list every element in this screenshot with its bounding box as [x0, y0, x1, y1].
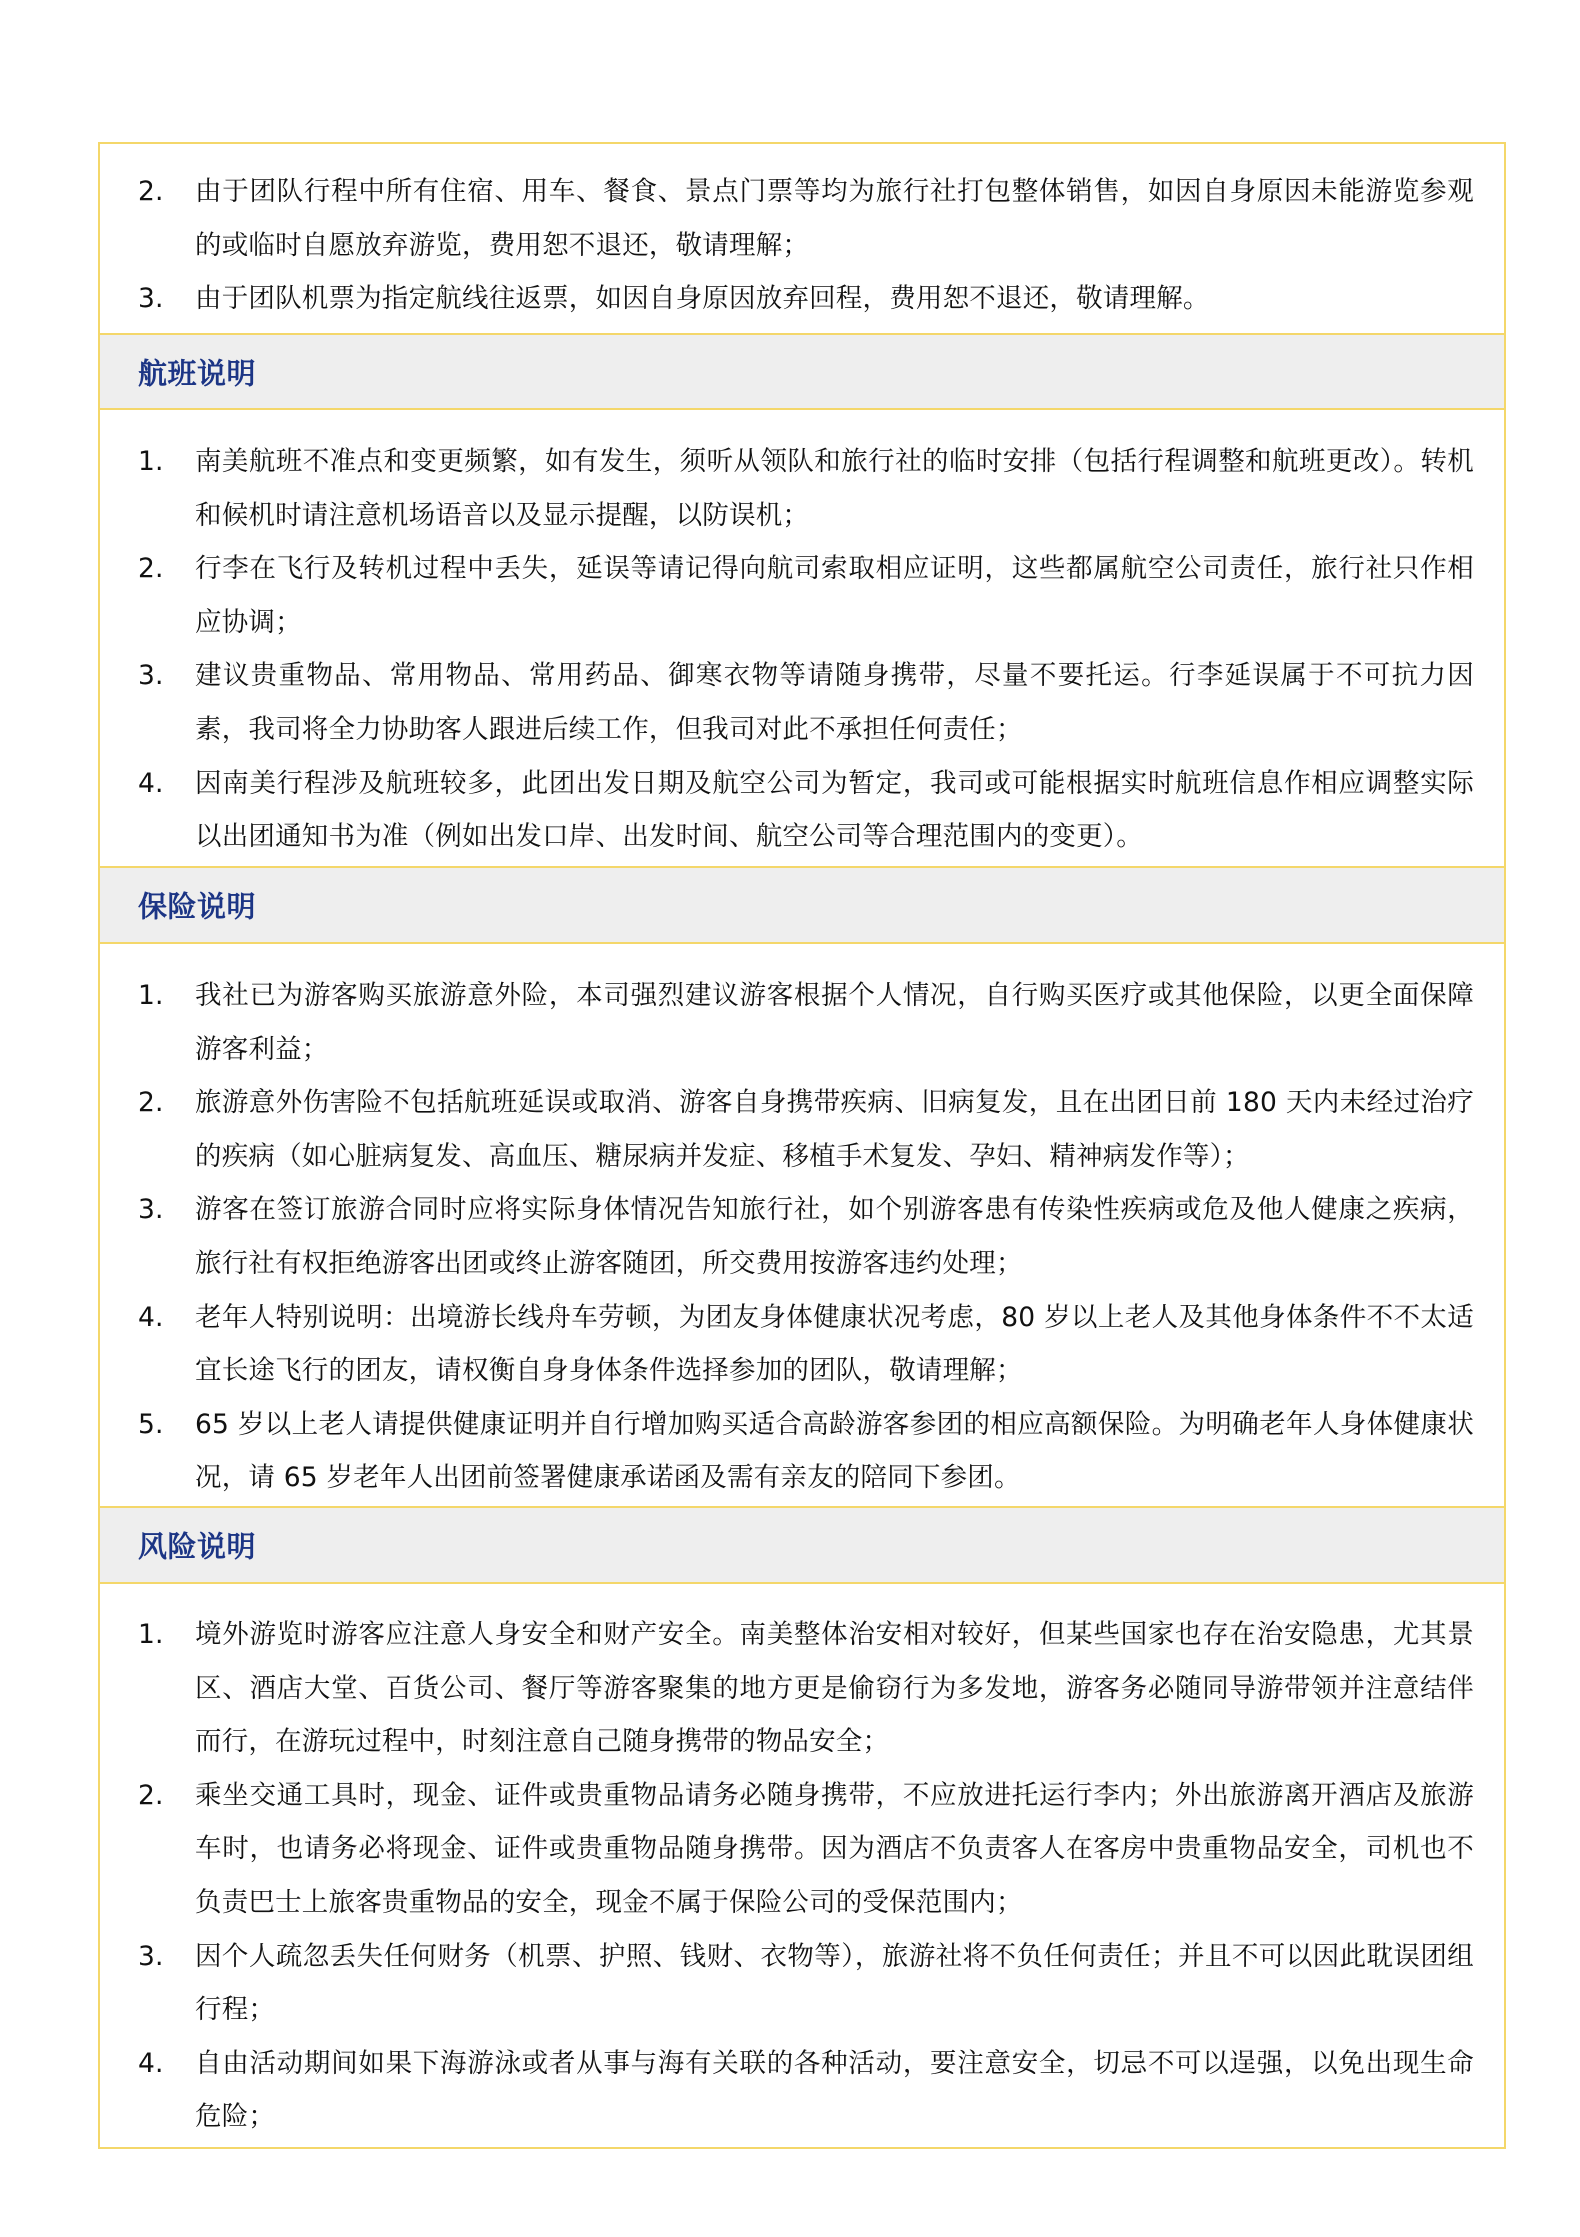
- item-text: 老年人特别说明：出境游长线舟车劳顿，为团友身体健康状况考虑，80 岁以上老人及其他身体条件不不太适宜长途飞行的团友，请权衡自身身体条件选择参加的团队，敬请理解；: [195, 1301, 1474, 1387]
- risk-notes-list: [100, 1608, 1504, 2144]
- list-item: [100, 1930, 1504, 2037]
- insurance-notes-header: [100, 866, 1504, 944]
- item-number: 3.: [138, 660, 164, 692]
- list-item: [100, 542, 1504, 649]
- list-item: [100, 969, 1504, 1076]
- section-title: 保险说明: [138, 889, 257, 924]
- item-number: 3.: [138, 1940, 164, 1972]
- item-text: 境外游览时游客应注意人身安全和财产安全。南美整体治安相对较好，但某些国家也存在治安隐患，尤其景区、酒店大堂、百货公司、餐厅等游客聚集的地方更是偷窃行为多发地，游客务必随同导游带领并注意结伴而行，在游玩过程中，时刻注意自己随身携带的物品安全；: [195, 1619, 1474, 1758]
- item-number: 1.: [138, 1619, 164, 1650]
- item-text: 我社已为游客购买旅游意外险，本司强烈建议游客根据个人情况，自行购买医疗或其他保险，以更全面保障游客利益；: [195, 980, 1474, 1065]
- general-notes-body: [100, 144, 1504, 335]
- item-text: 南美航班不准点和变更频繁，如有发生，须听从领队和旅行社的临时安排（包括行程调整和航班更改）。转机和候机时请注意机场语音以及显示提醒，以防误机；: [195, 446, 1474, 531]
- list-item: [100, 1183, 1504, 1290]
- risk-notes-header: [100, 1506, 1504, 1584]
- item-text: 因南美行程涉及航班较多，此团出发日期及航空公司为暂定，我司或可能根据实时航班信息作相应调整实际以出团通知书为准（例如出发口岸、出发时间、航空公司等合理范围内的变更）。: [195, 767, 1474, 853]
- flight-notes-header: [100, 333, 1504, 410]
- item-text: 65 岁以上老人请提供健康证明并自行增加购买适合高龄游客参团的相应高额保险。为明确老年人身体健康状况，请 65 岁老年人出团前签署健康承诺函及需有亲友的陪同下参团。: [195, 1408, 1474, 1494]
- item-text: 自由活动期间如果下海游泳或者从事与海有关联的各种活动，要注意安全，切忌不可以逞强，以免出现生命危险；: [195, 2047, 1474, 2133]
- general-notes-list: [100, 165, 1504, 326]
- item-number: 2.: [138, 1779, 164, 1811]
- item-number: 3.: [138, 283, 164, 315]
- list-item: [100, 649, 1504, 756]
- item-text: 游客在签订旅游合同时应将实际身体情况告知旅行社，如个别游客患有传染性疾病或危及他人健康之疾病，旅行社有权拒绝游客出团或终止游客随团，所交费用按游客违约处理；: [195, 1194, 1474, 1279]
- item-text: 由于团队机票为指定航线往返票，如因自身原因放弃回程，费用恕不退还，敬请理解。: [195, 283, 1210, 315]
- list-item: [100, 1608, 1504, 1769]
- item-text: 乘坐交通工具时，现金、证件或贵重物品请务必随身携带，不应放进托运行李内；外出旅游离开酒店及旅游车时，也请务必将现金、证件或贵重物品随身携带。因为酒店不负责客人在客房中贵重物品安全，司机也不负责巴士上旅客贵重物品的安全，现金不属于保险公司的受保范围内；: [195, 1779, 1474, 1918]
- list-item: [100, 1769, 1504, 1930]
- list-item: [100, 272, 1504, 326]
- item-number: 4.: [138, 2047, 164, 2079]
- flight-notes-list: [100, 435, 1504, 864]
- list-item: [100, 165, 1504, 272]
- item-text: 因个人疏忽丢失任何财务（机票、护照、钱财、衣物等），旅游社将不负任何责任；并且不可以因此耽误团组行程；: [195, 1940, 1474, 2026]
- insurance-notes-list: [100, 969, 1504, 1505]
- item-number: 4.: [138, 1301, 164, 1333]
- travel-notes-frame: [98, 142, 1506, 2149]
- item-number: 5.: [138, 1408, 164, 1440]
- insurance-notes-body: [100, 944, 1504, 1508]
- list-item: [100, 435, 1504, 542]
- item-text: 建议贵重物品、常用物品、常用药品、御寒衣物等请随身携带，尽量不要托运。行李延误属于不可抗力因素，我司将全力协助客人跟进后续工作，但我司对此不承担任何责任；: [195, 660, 1474, 745]
- item-number: 1.: [138, 980, 164, 1011]
- item-text: 由于团队行程中所有住宿、用车、餐食、景点门票等均为旅行社打包整体销售，如因自身原因未能游览参观的或临时自愿放弃游览，费用恕不退还，敬请理解；: [195, 176, 1474, 261]
- section-title: 航班说明: [138, 356, 257, 390]
- section-title: 风险说明: [138, 1529, 257, 1564]
- list-item: [100, 1076, 1504, 1183]
- item-number: 2.: [138, 1087, 164, 1119]
- list-item: [100, 1291, 1504, 1398]
- risk-notes-body: [100, 1584, 1504, 2147]
- list-item: [100, 2037, 1504, 2144]
- item-number: 2.: [138, 176, 164, 207]
- item-text: 行李在飞行及转机过程中丢失，延误等请记得向航司索取相应证明，这些都属航空公司责任，旅行社只作相应协调；: [195, 553, 1474, 638]
- list-item: [100, 757, 1504, 864]
- flight-notes-body: [100, 410, 1504, 868]
- list-item: [100, 1398, 1504, 1505]
- item-number: 3.: [138, 1194, 164, 1226]
- item-number: 2.: [138, 553, 164, 585]
- item-number: 1.: [138, 446, 164, 477]
- item-number: 4.: [138, 767, 164, 799]
- item-text: 旅游意外伤害险不包括航班延误或取消、游客自身携带疾病、旧病复发，且在出团日前 180 天内未经过治疗的疾病（如心脏病复发、高血压、糖尿病并发症、移植手术复发、孕妇、精神病发作等）；: [195, 1087, 1474, 1172]
